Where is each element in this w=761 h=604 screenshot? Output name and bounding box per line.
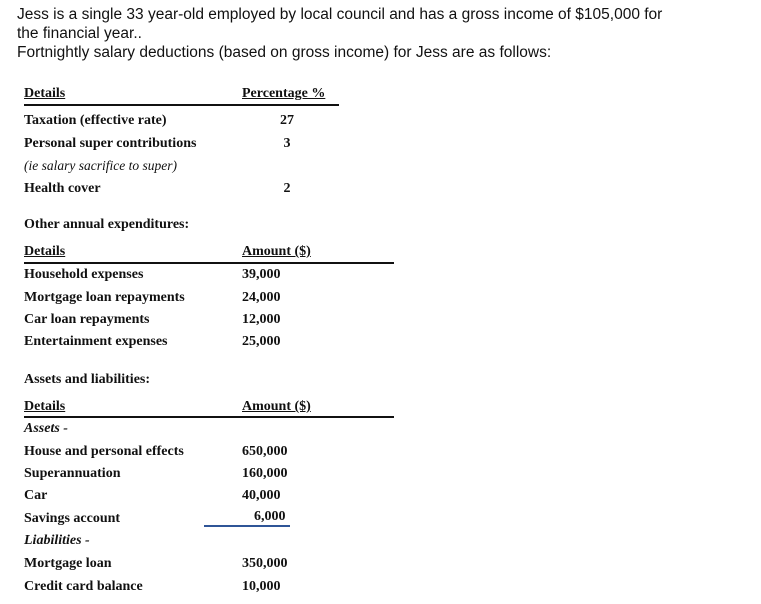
deduction-row-label: Taxation (effective rate)	[24, 113, 167, 128]
assets-subtotal-rule	[204, 525, 290, 527]
deductions-header-percentage: Percentage %	[242, 86, 326, 101]
asset-row-value: 160,000	[242, 466, 288, 481]
assets-header-amount: Amount ($)	[242, 399, 311, 414]
asset-row-value: 650,000	[242, 444, 288, 459]
intro-paragraph	[17, 5, 747, 62]
intro-line-1: Jess is a single 33 year-old employed by local council and has a gross income of $105,000 for	[17, 6, 663, 23]
expenditures-title: Other annual expenditures:	[24, 217, 190, 232]
expenditure-row-value: 12,000	[242, 312, 281, 327]
deduction-row-value: 2	[283, 181, 291, 196]
expenditure-row-value: 24,000	[242, 290, 281, 305]
liabilities-section-label: Liabilities -	[24, 533, 90, 548]
asset-row-label: Car	[24, 488, 48, 503]
liability-row-label: Mortgage loan	[24, 556, 112, 571]
deduction-row-label: Personal super contributions	[24, 136, 197, 151]
expenditure-row-label: Mortgage loan repayments	[24, 290, 185, 305]
asset-row-label: House and personal effects	[24, 444, 184, 459]
deductions-header-rule	[24, 104, 339, 106]
expenditures-header-amount: Amount ($)	[242, 244, 311, 259]
expenditures-header-details: Details	[24, 244, 66, 259]
asset-row-value: 6,000	[254, 509, 286, 524]
deduction-row-value: 27	[280, 113, 294, 128]
liability-row-value: 10,000	[242, 579, 281, 594]
liability-row-label: Credit card balance	[24, 579, 143, 594]
assets-header-rule	[24, 416, 394, 418]
deduction-row-note: (ie salary sacrifice to super)	[24, 158, 177, 173]
asset-row-value: 40,000	[242, 488, 281, 503]
assets-section-label: Assets -	[24, 421, 68, 436]
assets-header-details: Details	[24, 399, 66, 414]
liability-row-value: 350,000	[242, 556, 288, 571]
intro-line-2: the financial year..	[17, 25, 142, 42]
deductions-header-details: Details	[24, 86, 66, 101]
expenditures-header-rule	[24, 262, 394, 264]
expenditure-row-value: 25,000	[242, 334, 281, 349]
expenditure-row-label: Car loan repayments	[24, 312, 150, 327]
expenditure-row-value: 39,000	[242, 267, 281, 282]
asset-row-label: Superannuation	[24, 466, 121, 481]
asset-row-label: Savings account	[24, 511, 121, 526]
expenditure-row-label: Entertainment expenses	[24, 334, 168, 349]
expenditure-row-label: Household expenses	[24, 267, 144, 282]
deduction-row-value: 3	[283, 136, 291, 151]
deduction-row-label: Health cover	[24, 181, 101, 196]
intro-line-3: Fortnightly salary deductions (based on gross income) for Jess are as follows:	[17, 44, 552, 61]
assets-liabilities-title: Assets and liabilities:	[24, 372, 151, 387]
